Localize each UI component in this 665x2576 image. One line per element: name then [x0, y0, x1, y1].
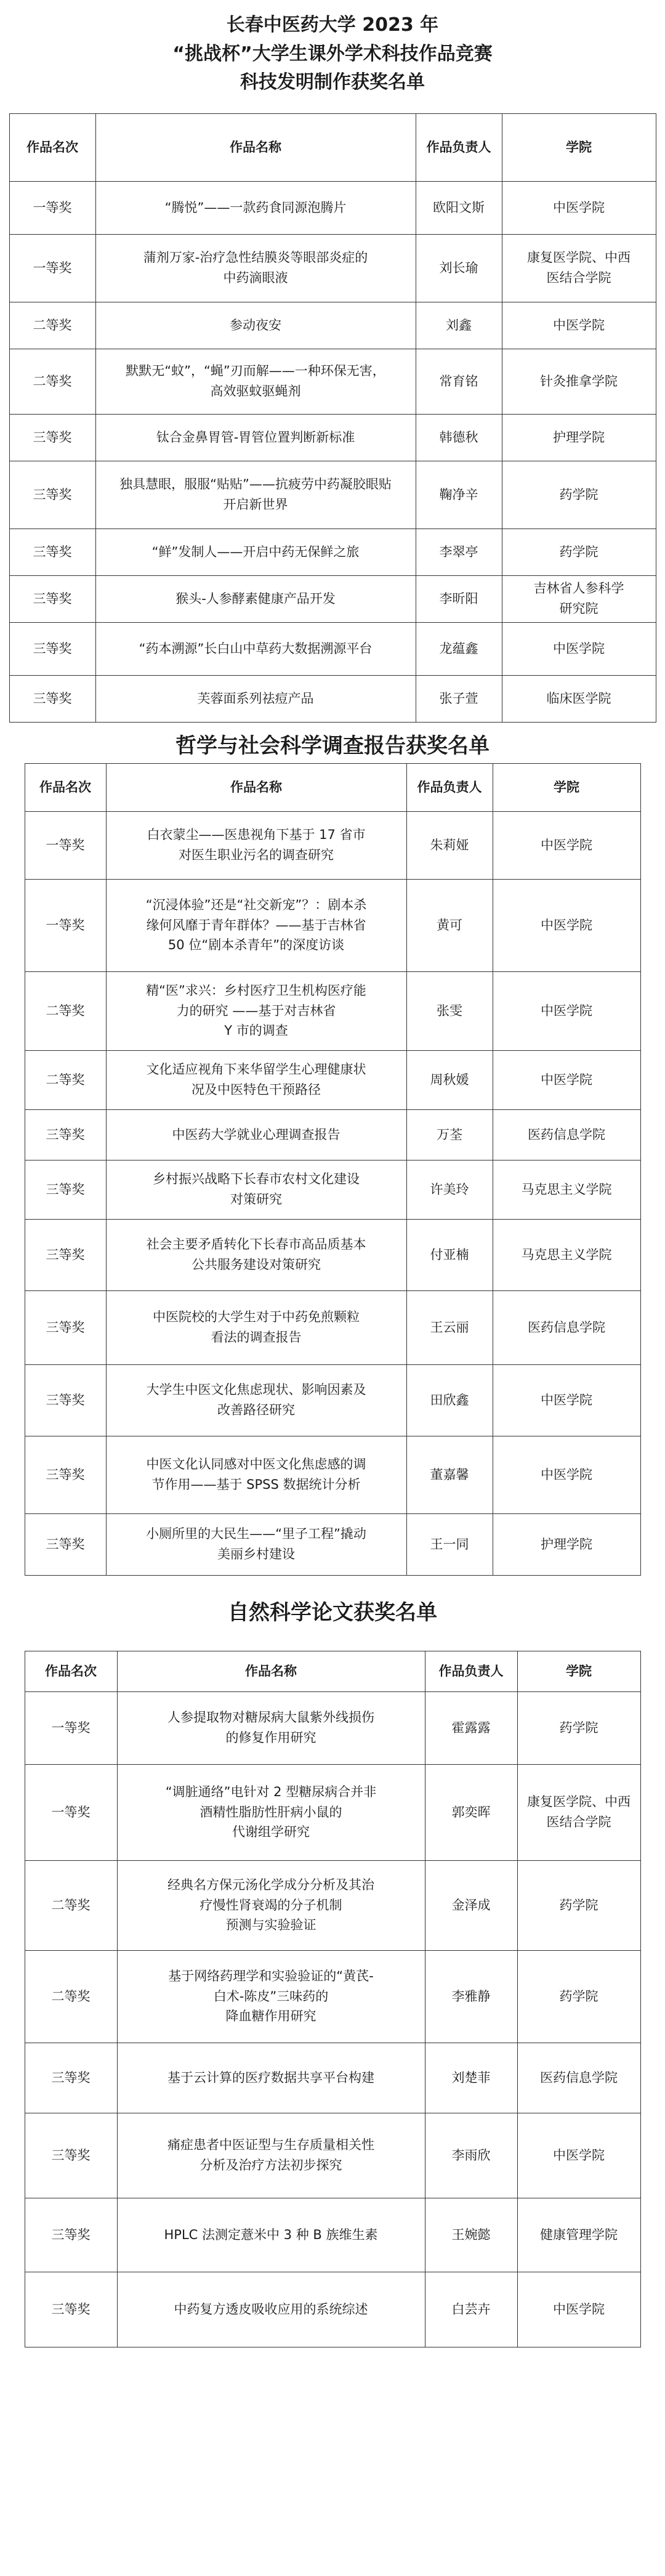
college-cell: 药学院 — [517, 1691, 640, 1764]
table-row — [9, 414, 656, 461]
leader-cell: 韩德秋 — [416, 414, 502, 461]
title-line-3: 科技发明制作获奖名单 — [240, 71, 425, 93]
table-row — [25, 811, 640, 879]
title-cell: 文化适应视角下来华留学生心理健康状 况及中医特色干预路径 — [106, 1050, 406, 1109]
leader-header: 作品负责人 — [425, 1651, 517, 1691]
social-science-award-table — [25, 763, 641, 1576]
college-cell: 康复医学院、中西 医结合学院 — [502, 234, 656, 302]
rank-cell: 二等奖 — [25, 1860, 117, 1950]
leader-cell: 龙蕴鑫 — [416, 622, 502, 675]
rank-cell: 一等奖 — [25, 811, 106, 879]
tech-invention-award-table — [9, 113, 656, 723]
leader-cell: 许美玲 — [406, 1160, 493, 1219]
title-cell: 人参提取物对糖尿病大鼠紫外线损伤 的修复作用研究 — [117, 1691, 425, 1764]
rank-header: 作品名次 — [9, 113, 95, 181]
title-cell: 乡村振兴战略下长春市农村文化建设 对策研究 — [106, 1160, 406, 1219]
table-row — [9, 349, 656, 414]
title-cell: 白衣蒙尘——医患视角下基于 17 省市 对医生职业污名的调查研究 — [106, 811, 406, 879]
table-row — [25, 879, 640, 971]
table-header-row — [25, 763, 640, 811]
college-cell: 马克思主义学院 — [493, 1160, 640, 1219]
rank-cell: 三等奖 — [9, 529, 95, 575]
leader-header: 作品负责人 — [416, 113, 502, 181]
title-cell: HPLC 法测定薏米中 3 种 B 族维生素 — [117, 2198, 425, 2272]
leader-cell: 刘楚菲 — [425, 2043, 517, 2113]
college-cell: 护理学院 — [502, 414, 656, 461]
leader-cell: 鞠净辛 — [416, 461, 502, 529]
college-cell: 健康管理学院 — [517, 2198, 640, 2272]
college-cell: 中医学院 — [517, 2272, 640, 2347]
leader-cell: 王一同 — [406, 1513, 493, 1575]
college-cell: 中医学院 — [493, 1436, 640, 1513]
table-row — [9, 529, 656, 575]
title-cell: “腾悦”——一款药食同源泡腾片 — [95, 181, 416, 234]
leader-cell: 黄可 — [406, 879, 493, 971]
title-cell: “调脏通络”电针对 2 型糖尿病合并非 酒精性脂肪性肝病小鼠的 代谢组学研究 — [117, 1764, 425, 1860]
leader-cell: 张子萱 — [416, 675, 502, 722]
title-cell: “沉浸体验”还是“社交新宠”？：剧本杀 缘何风靡于青年群体？——基于吉林省 50 位“剧本杀青年”的深度访谈 — [106, 879, 406, 971]
college-cell: 医药信息学院 — [493, 1109, 640, 1160]
title-cell: 中医药大学就业心理调查报告 — [106, 1109, 406, 1160]
leader-cell: 李昕阳 — [416, 575, 502, 622]
leader-cell: 金泽成 — [425, 1860, 517, 1950]
title-header: 作品名称 — [117, 1651, 425, 1691]
table-row — [25, 971, 640, 1050]
leader-cell: 朱莉娅 — [406, 811, 493, 879]
table-row — [9, 181, 656, 234]
table-row — [9, 302, 656, 349]
rank-cell: 三等奖 — [25, 1109, 106, 1160]
title-cell: 精“医”求兴：乡村医疗卫生机构医疗能 力的研究 ——基于对吉林省 Y 市的调查 — [106, 971, 406, 1050]
college-header: 学院 — [517, 1651, 640, 1691]
college-cell: 药学院 — [517, 1950, 640, 2043]
college-cell: 马克思主义学院 — [493, 1219, 640, 1290]
rank-cell: 二等奖 — [25, 1950, 117, 2043]
table-row — [25, 1219, 640, 1290]
college-cell: 中医学院 — [517, 2113, 640, 2198]
college-cell: 中医学院 — [493, 1050, 640, 1109]
table-header-row — [9, 113, 656, 181]
college-cell: 吉林省人参科学 研究院 — [502, 575, 656, 622]
rank-cell: 二等奖 — [25, 1050, 106, 1109]
rank-cell: 三等奖 — [25, 1160, 106, 1219]
table-row — [9, 622, 656, 675]
college-header: 学院 — [493, 763, 640, 811]
title-cell: 猴头-人参酵素健康产品开发 — [95, 575, 416, 622]
rank-cell: 一等奖 — [25, 1691, 117, 1764]
title-cell: 痛症患者中医证型与生存质量相关性 分析及治疗方法初步探究 — [117, 2113, 425, 2198]
leader-cell: 周秋媛 — [406, 1050, 493, 1109]
college-cell: 护理学院 — [493, 1513, 640, 1575]
rank-cell: 三等奖 — [9, 414, 95, 461]
rank-cell: 二等奖 — [9, 349, 95, 414]
leader-cell: 李翠亭 — [416, 529, 502, 575]
rank-cell: 三等奖 — [25, 2198, 117, 2272]
rank-cell: 三等奖 — [9, 622, 95, 675]
college-cell: 中医学院 — [493, 971, 640, 1050]
table-row — [25, 1160, 640, 1219]
title-cell: 芙蓉面系列祛痘产品 — [95, 675, 416, 722]
title-cell: 参动夜安 — [95, 302, 416, 349]
title-cell: 基于云计算的医疗数据共享平台构建 — [117, 2043, 425, 2113]
rank-cell: 二等奖 — [25, 971, 106, 1050]
title-cell: 基于网络药理学和实验验证的“黄芪- 白术-陈皮”三味药的 降血糖作用研究 — [117, 1950, 425, 2043]
natural-science-section-title: 自然科学论文获奖名单 — [228, 1600, 437, 1625]
leader-cell: 郭奕晖 — [425, 1764, 517, 1860]
rank-cell: 三等奖 — [25, 1219, 106, 1290]
title-cell: 社会主要矛盾转化下长春市高品质基本 公共服务建设对策研究 — [106, 1219, 406, 1290]
leader-cell: 付亚楠 — [406, 1219, 493, 1290]
rank-cell: 三等奖 — [25, 1513, 106, 1575]
title-cell: 小厕所里的大民生——“里子工程”撬动 美丽乡村建设 — [106, 1513, 406, 1575]
rank-cell: 二等奖 — [9, 302, 95, 349]
table-header-row — [25, 1651, 640, 1691]
college-cell: 中医学院 — [493, 1364, 640, 1436]
leader-cell: 刘鑫 — [416, 302, 502, 349]
rank-cell: 三等奖 — [9, 575, 95, 622]
rank-cell: 三等奖 — [25, 2113, 117, 2198]
college-cell: 药学院 — [502, 529, 656, 575]
title-cell: 独具慧眼，服服“贴贴”——抗疲劳中药凝胶眼贴 开启新世界 — [95, 461, 416, 529]
table-row — [25, 1860, 640, 1950]
rank-cell: 三等奖 — [9, 675, 95, 722]
college-cell: 针灸推拿学院 — [502, 349, 656, 414]
rank-cell: 三等奖 — [25, 1436, 106, 1513]
rank-header: 作品名次 — [25, 1651, 117, 1691]
rank-cell: 三等奖 — [9, 461, 95, 529]
title-line-1: 长春中医药大学 2023 年 — [226, 14, 439, 36]
table-row — [25, 1764, 640, 1860]
table-row — [25, 1109, 640, 1160]
title-cell: 经典名方保元汤化学成分分析及其治 疗慢性肾衰竭的分子机制 预测与实验验证 — [117, 1860, 425, 1950]
leader-cell: 李雅静 — [425, 1950, 517, 2043]
college-cell: 中医学院 — [493, 811, 640, 879]
table-row — [25, 1364, 640, 1436]
rank-cell: 三等奖 — [25, 1364, 106, 1436]
college-cell: 医药信息学院 — [493, 1290, 640, 1364]
title-cell: 蒲剂万家-治疗急性结膜炎等眼部炎症的 中药滴眼液 — [95, 234, 416, 302]
title-cell: 中医文化认同感对中医文化焦虑感的调 节作用——基于 SPSS 数据统计分析 — [106, 1436, 406, 1513]
table-row — [25, 1290, 640, 1364]
title-header: 作品名称 — [106, 763, 406, 811]
title-cell: 钛合金鼻胃管-胃管位置判断新标准 — [95, 414, 416, 461]
rank-cell: 一等奖 — [25, 1764, 117, 1860]
college-cell: 中医学院 — [502, 302, 656, 349]
leader-cell: 刘长瑜 — [416, 234, 502, 302]
rank-cell: 一等奖 — [9, 181, 95, 234]
leader-cell: 王云丽 — [406, 1290, 493, 1364]
college-cell: 中医学院 — [502, 622, 656, 675]
table-row — [25, 1950, 640, 2043]
leader-cell: 董嘉馨 — [406, 1436, 493, 1513]
leader-cell: 田欣鑫 — [406, 1364, 493, 1436]
leader-cell: 欧阳文斯 — [416, 181, 502, 234]
table-row — [25, 1691, 640, 1764]
social-science-section-title: 哲学与社会科学调查报告获奖名单 — [175, 733, 490, 758]
title-cell: “鲜”发制人——开启中药无保鲜之旅 — [95, 529, 416, 575]
table-row — [9, 461, 656, 529]
title-header: 作品名称 — [95, 113, 416, 181]
rank-cell: 一等奖 — [25, 879, 106, 971]
title-cell: “药本溯源”长白山中草药大数据溯源平台 — [95, 622, 416, 675]
title-cell: 大学生中医文化焦虑现状、影响因素及 改善路径研究 — [106, 1364, 406, 1436]
title-cell: 默默无“蚊”，“蝇”刃而解——一种环保无害， 高效驱蚊驱蝇剂 — [95, 349, 416, 414]
leader-cell: 白芸卉 — [425, 2272, 517, 2347]
leader-cell: 李雨欣 — [425, 2113, 517, 2198]
natural-science-award-table — [25, 1651, 641, 2347]
college-cell: 康复医学院、中西 医结合学院 — [517, 1764, 640, 1860]
page-title — [0, 0, 665, 97]
leader-cell: 王婉懿 — [425, 2198, 517, 2272]
leader-header: 作品负责人 — [406, 763, 493, 811]
table-row — [25, 1436, 640, 1513]
table-row — [25, 2113, 640, 2198]
college-cell: 医药信息学院 — [517, 2043, 640, 2113]
table-row — [25, 2043, 640, 2113]
leader-cell: 张雯 — [406, 971, 493, 1050]
table-row — [25, 2272, 640, 2347]
rank-cell: 三等奖 — [25, 1290, 106, 1364]
table-row — [25, 1513, 640, 1575]
table-row — [9, 675, 656, 722]
college-cell: 药学院 — [517, 1860, 640, 1950]
leader-cell: 万荃 — [406, 1109, 493, 1160]
title-line-2: “挑战杯”大学生课外学术科技作品竞赛 — [172, 43, 493, 65]
table-row — [25, 1050, 640, 1109]
college-header: 学院 — [502, 113, 656, 181]
rank-header: 作品名次 — [25, 763, 106, 811]
table-row — [9, 234, 656, 302]
college-cell: 临床医学院 — [502, 675, 656, 722]
title-cell: 中药复方透皮吸收应用的系统综述 — [117, 2272, 425, 2347]
table-row — [25, 2198, 640, 2272]
rank-cell: 三等奖 — [25, 2272, 117, 2347]
title-cell: 中医院校的大学生对于中药免煎颗粒 看法的调查报告 — [106, 1290, 406, 1364]
college-cell: 中医学院 — [502, 181, 656, 234]
rank-cell: 一等奖 — [9, 234, 95, 302]
rank-cell: 三等奖 — [25, 2043, 117, 2113]
table-row — [9, 575, 656, 622]
college-cell: 中医学院 — [493, 879, 640, 971]
leader-cell: 霍露露 — [425, 1691, 517, 1764]
leader-cell: 常育铭 — [416, 349, 502, 414]
college-cell: 药学院 — [502, 461, 656, 529]
